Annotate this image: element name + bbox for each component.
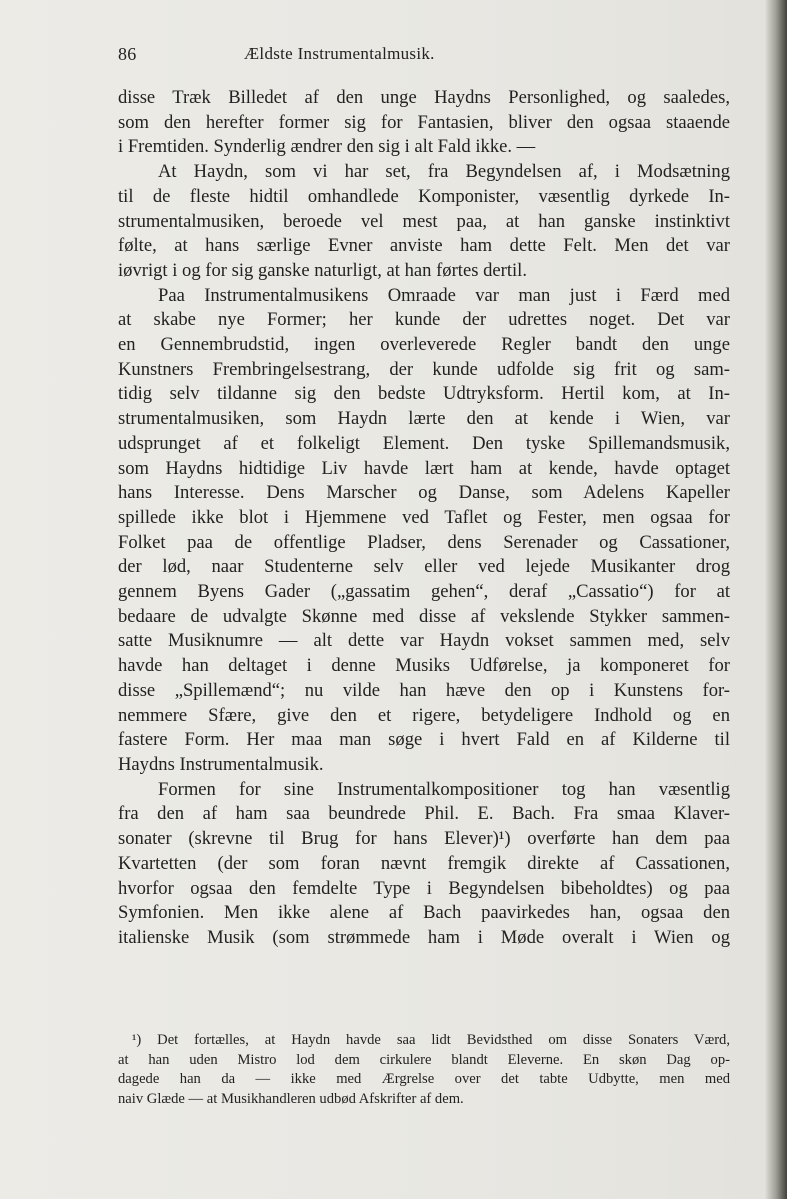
text-line: nemmere Sfære, give den et rigere, betydeligere Indhold og en bbox=[118, 704, 730, 726]
text-line: spillede ikke blot i Hjemmene ved Taflet og Fester, men ogsaa for bbox=[118, 506, 730, 528]
text-line: disse Træk Billedet af den unge Haydns Personlighed, og saaledes, bbox=[118, 87, 730, 108]
text-line: sonater (skrevne til Brug for hans Elever)¹) overførte han dem paa bbox=[118, 828, 730, 850]
text-line: At Haydn, som vi har set, fra Begyndelsen af, i Modsætning bbox=[158, 161, 730, 183]
text-line: havde han deltaget i denne Musiks Udførelse, ja komponeret for bbox=[118, 655, 730, 677]
text-line: følte, at hans særlige Evner anviste ham dette Felt. Men det var bbox=[118, 235, 730, 257]
text-line: tidig selv tildanne sig den bedste Udtryksform. Hertil kom, at In- bbox=[118, 383, 730, 405]
text-line: Folket paa de offentlige Pladser, dens Serenader og Cassationer, bbox=[118, 531, 730, 553]
text-line: Kunstners Frembringelsestrang, der kunde udfolde sig frit og sam- bbox=[118, 358, 730, 380]
text-line: at skabe nye Former; her kunde der udrettes noget. Det var bbox=[118, 309, 730, 331]
footnote-line: dagede han da — ikke med Ærgrelse over det tabte Udbytte, men med bbox=[118, 1071, 730, 1088]
footnote-line: at han uden Mistro lod dem cirkulere blandt Eleverne. En skøn Dag op- bbox=[118, 1051, 730, 1068]
text-line: Formen for sine Instrumentalkompositioner tog han væsentlig bbox=[158, 778, 730, 800]
text-line: disse „Spillemænd“; nu vilde han hæve den op i Kunstens for- bbox=[118, 679, 730, 701]
text-line: iøvrigt i og for sig ganske naturligt, at han førtes dertil. bbox=[118, 259, 527, 281]
text-line: fastere Form. Her maa man søge i hvert Fald en af Kilderne til bbox=[118, 729, 730, 751]
page-number: 86 bbox=[118, 44, 137, 64]
text-line: satte Musiknumre — alt dette var Haydn vokset sammen med, selv bbox=[118, 630, 730, 652]
text-line: Kvartetten (der som foran nævnt fremgik direkte af Cassationen, bbox=[118, 852, 730, 874]
footnotes bbox=[118, 1031, 730, 1109]
text-line: hans Interesse. Dens Marscher og Danse, som Adelens Kapeller bbox=[118, 482, 730, 504]
body-text bbox=[118, 86, 730, 951]
text-line: i Fremtiden. Synderlig ændrer den sig i alt Fald ikke. — bbox=[118, 136, 536, 158]
text-line: udsprunget af et folkeligt Element. Den tyske Spillemandsmusik, bbox=[118, 432, 730, 454]
text-line: Haydns Instrumentalmusik. bbox=[118, 753, 324, 775]
text-line: der lød, naar Studenterne selv eller ved lejede Musikanter drog bbox=[118, 556, 730, 578]
text-line: som Haydns hidtidige Liv havde lært ham at kende, havde optaget bbox=[118, 457, 730, 479]
footnote-line: naiv Glæde — at Musikhandleren udbød Afskrifter af dem. bbox=[118, 1090, 464, 1107]
running-title: Ældste Instrumentalmusik. bbox=[244, 44, 435, 63]
text-line: bedaare de udvalgte Skønne med disse af vekslende Stykker sammen- bbox=[118, 605, 730, 627]
text-line: Symfonien. Men ikke alene af Bach paavirkedes han, ogsaa den bbox=[118, 902, 730, 924]
text-line: gennem Byens Gader („gassatim gehen“, deraf „Cassatio“) for at bbox=[118, 581, 730, 603]
text-line: hvorfor ogsaa den femdelte Type i Begyndelsen bibeholdtes) og paa bbox=[118, 877, 730, 899]
text-line: en Gennembrudstid, ingen overleverede Regler bandt den unge bbox=[118, 334, 730, 356]
text-line: strumentalmusiken, beroede vel mest paa, at han ganske instinktivt bbox=[118, 210, 730, 232]
text-line: Paa Instrumentalmusikens Omraade var man just i Færd med bbox=[158, 284, 730, 306]
footnote-line: ¹) Det fortælles, at Haydn havde saa lidt Bevidsthed om disse Sonaters Værd, bbox=[132, 1032, 730, 1048]
text-line: som den herefter former sig for Fantasien, bliver den ogsaa staaende bbox=[118, 111, 730, 133]
text-line: fra den af ham saa beundrede Phil. E. Bach. Fra smaa Klaver- bbox=[118, 803, 730, 825]
text-line: strumentalmusiken, som Haydn lærte den at kende i Wien, var bbox=[118, 408, 730, 430]
text-line: italienske Musik (som strømmede ham i Møde overalt i Wien og bbox=[118, 926, 730, 948]
page-edge-shadow bbox=[765, 0, 787, 1199]
text-line: til de fleste hidtil omhandlede Komponister, væsentlig dyrkede In- bbox=[118, 185, 730, 207]
